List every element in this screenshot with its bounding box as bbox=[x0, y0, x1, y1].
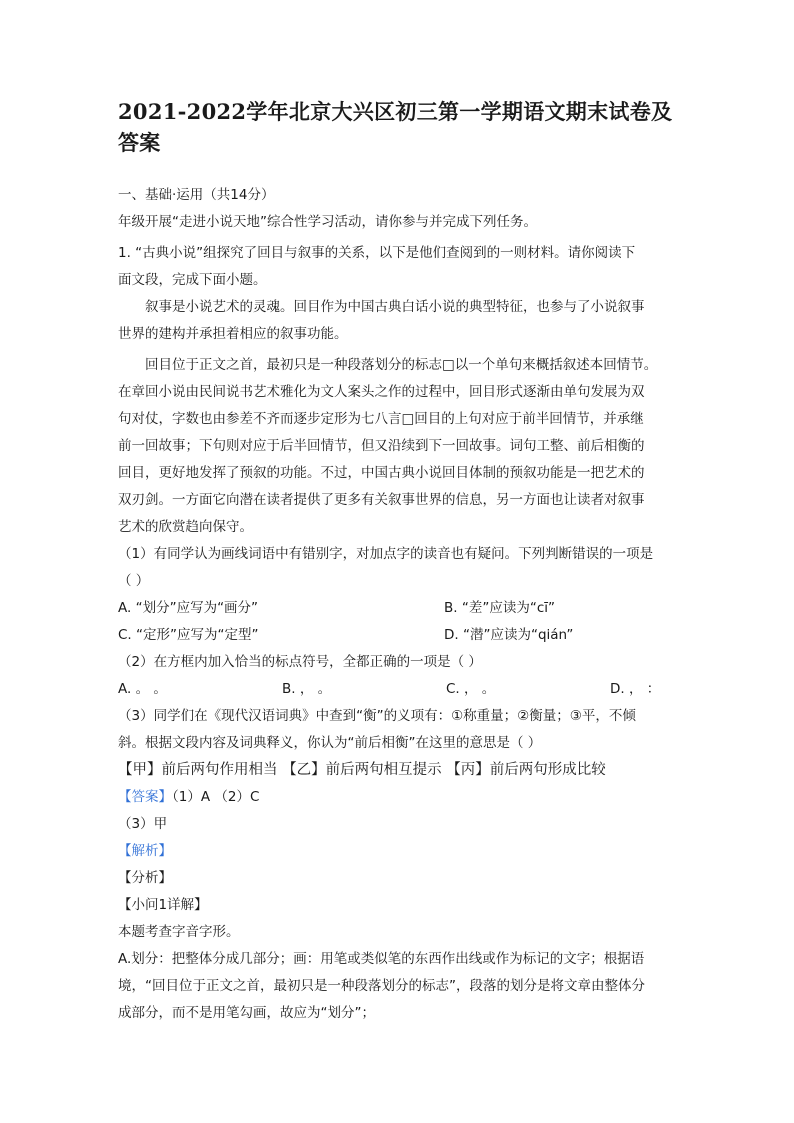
option-a: A. “划分”应写为“画分” bbox=[118, 600, 259, 616]
option-b: B. “差”应读为“cī” bbox=[444, 600, 555, 616]
passage-p2-line-1: 回目位于正文之首，最初只是一种段落划分的标志□以一个单句来概括叙述本回情节。 bbox=[145, 357, 658, 373]
question-1-line-2: 面文段，完成下面小题。 bbox=[118, 272, 267, 288]
subquestion-3-line-2: 斜。根据文段内容及词典释义，你认为“前后相衡”在这里的意思是（ ） bbox=[118, 735, 542, 751]
punctuation-options bbox=[118, 676, 678, 703]
analysis-label: 【解析】 bbox=[118, 843, 172, 859]
punct-option-a: A. 。 。 bbox=[118, 681, 167, 697]
detail-line-3: 境，“回目位于正文之首，最初只是一种段落划分的标志”，段落的划分是将文章由整体分 bbox=[118, 978, 645, 994]
passage-p2-line-4: 前一回故事；下句则对应于后半回情节，但又沿续到下一回故事。词句工整、前后相衡的 bbox=[118, 438, 645, 454]
punct-option-d: D. ， ： bbox=[610, 681, 661, 697]
passage-p2-line-6: 双刃剑。一方面它向潜在读者提供了更多有关叙事世界的信息，另一方面也让读者对叙事 bbox=[118, 492, 645, 508]
option-d: D. “潜”应读为“qián” bbox=[444, 627, 574, 643]
option-c: C. “定形”应写为“定型” bbox=[118, 627, 259, 643]
document-page bbox=[118, 96, 678, 1027]
subquestion-2: （2）在方框内加入恰当的标点符号，全都正确的一项是（ ） bbox=[118, 654, 482, 670]
options-row-cd bbox=[118, 622, 678, 649]
passage-p1-line-2: 世界的建构并承担着相应的叙事功能。 bbox=[118, 326, 348, 342]
answer-row bbox=[118, 784, 678, 811]
subquestion-3-line-1: （3）同学们在《现代汉语词典》中查到“衡”的义项有：①称重量；②衡量；③平，不倾 bbox=[118, 708, 636, 724]
passage-p2-line-5: 回目，更好地发挥了预叙的功能。不过，中国古典小说回目体制的预叙功能是一把艺术的 bbox=[118, 465, 645, 481]
answer-line-2: （3）甲 bbox=[118, 816, 168, 832]
options-row-ab bbox=[118, 595, 678, 622]
document-title: 2021-2022学年北京大兴区初三第一学期语文期末试卷及答案 bbox=[118, 99, 673, 155]
choice-options: 【甲】前后两句作用相当 【乙】前后两句相互提示 【丙】前后两句形成比较 bbox=[118, 762, 606, 778]
subquestion-1-line-2: （ ） bbox=[118, 573, 150, 589]
detail-line-4: 成部分，而不是用笔勾画，故应为“划分”； bbox=[118, 1005, 375, 1021]
passage-p2-line-2: 在章回小说由民间说书艺术雅化为文人案头之作的过程中，回目形式逐渐由单句发展为双 bbox=[118, 384, 645, 400]
answer-label: 【答案】 bbox=[118, 789, 172, 805]
passage-p1-line-1: 叙事是小说艺术的灵魂。回目作为中国古典白话小说的典型特征，也参与了小说叙事 bbox=[145, 299, 645, 315]
detail-line-2: A.划分：把整体分成几部分；画：用笔或类似笔的东西作出线或作为标记的文字；根据语 bbox=[118, 951, 645, 967]
question-1-line-1: 1. “古典小说”组探究了回目与叙事的关系，以下是他们查阅到的一则材料。请你阅读下 bbox=[118, 245, 636, 261]
analyze-label: 【分析】 bbox=[118, 870, 172, 886]
detail-label: 【小问1详解】 bbox=[118, 897, 208, 913]
punct-option-c: C. ， 。 bbox=[446, 681, 496, 697]
passage-p2-line-7: 艺术的欣赏趋向保守。 bbox=[118, 519, 253, 535]
activity-intro: 年级开展“走进小说天地”综合性学习活动，请你参与并完成下列任务。 bbox=[118, 214, 537, 230]
answer-text: （1）A （2）C bbox=[172, 789, 260, 805]
punct-option-b: B. ， 。 bbox=[282, 681, 332, 697]
detail-line-1: 本题考查字音字形。 bbox=[118, 924, 240, 940]
subquestion-1-line-1: （1）有同学认为画线词语中有错别字，对加点字的读音也有疑问。下列判断错误的一项是 bbox=[118, 546, 654, 562]
section-heading: 一、基础·运用（共14分） bbox=[118, 187, 275, 203]
passage-p2-line-3: 句对仗，字数也由参差不齐而逐步定形为七八言□回目的上句对应于前半回情节，并承继 bbox=[118, 411, 644, 427]
